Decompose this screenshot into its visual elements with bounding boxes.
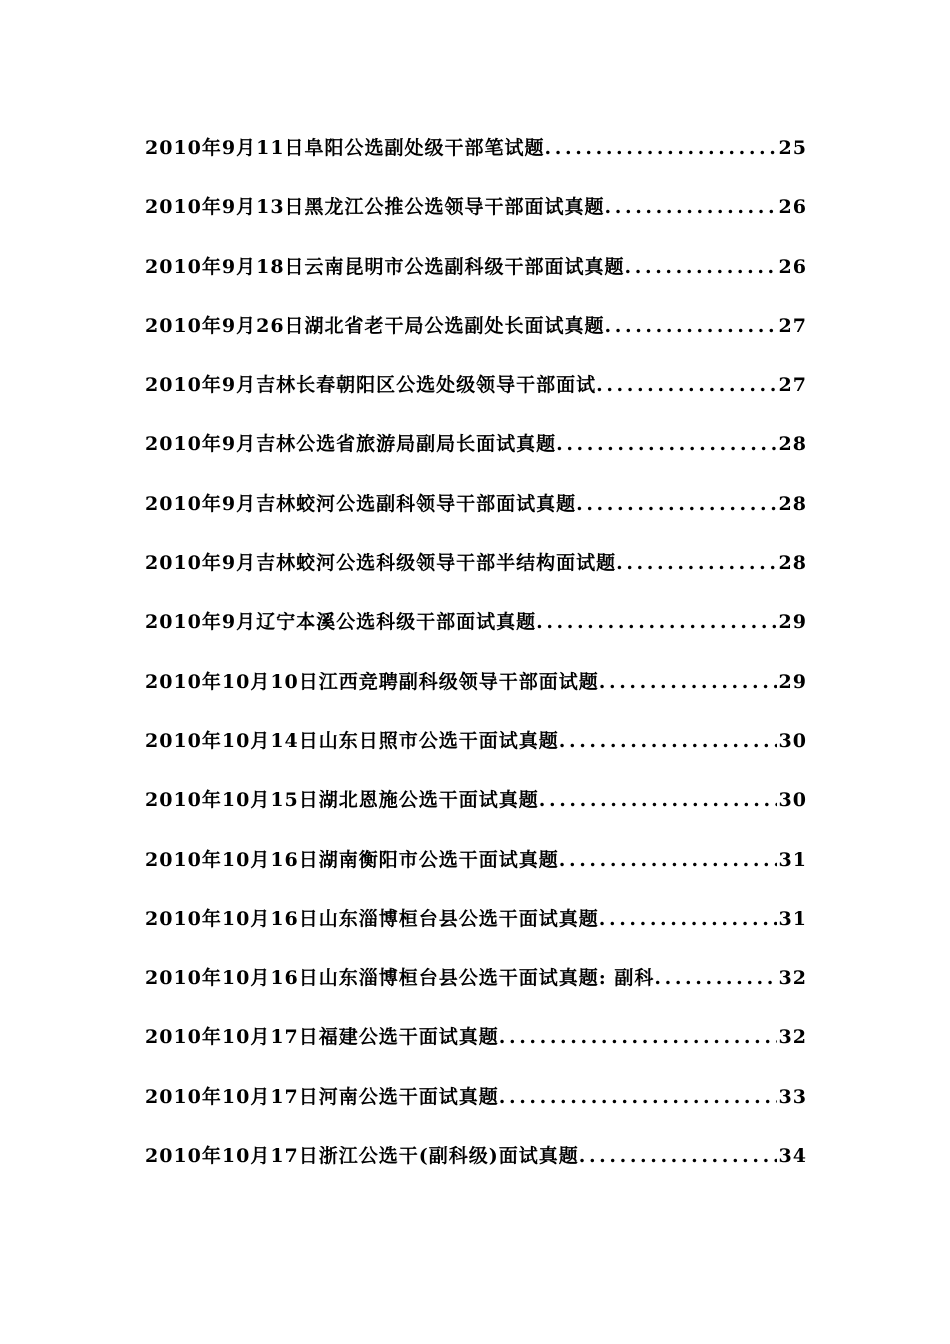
toc-entry-page: 30 [778, 789, 807, 812]
toc-entry[interactable] [145, 1082, 807, 1141]
toc-entry-title: 2010年10月16日湖南衡阳市公选干面试真题 [145, 848, 559, 871]
toc-entry-page: 28 [778, 552, 807, 575]
toc-entry[interactable] [145, 1022, 807, 1081]
toc-entry-title: 2010年10月17日浙江公选干(副科级)面试真题 [145, 1145, 579, 1168]
toc-entry-page: 29 [778, 611, 807, 634]
toc-dot-leader [605, 315, 777, 337]
toc-entry-page: 31 [778, 848, 807, 871]
toc-entry-title: 2010年10月16日山东淄博桓台县公选干面试真题: 副科 [145, 967, 655, 990]
table-of-contents [145, 133, 807, 1200]
toc-entry[interactable] [145, 252, 807, 311]
toc-entry[interactable] [145, 904, 807, 963]
toc-dot-leader [499, 1086, 777, 1108]
toc-entry-title: 2010年9月13日黑龙江公推公选领导干部面试真题 [145, 196, 605, 219]
toc-entry[interactable] [145, 1141, 807, 1200]
toc-entry-title: 2010年9月18日云南昆明市公选副科级干部面试真题 [145, 255, 625, 278]
toc-dot-leader [599, 908, 777, 930]
toc-entry-page: 25 [778, 137, 807, 159]
toc-dot-leader [596, 374, 776, 396]
toc-dot-leader [579, 1145, 777, 1167]
toc-entry[interactable] [145, 607, 807, 666]
toc-entry[interactable] [145, 489, 807, 548]
toc-entry[interactable] [145, 667, 807, 726]
toc-entry-page: 32 [778, 967, 807, 990]
toc-entry-page: 26 [778, 196, 807, 219]
toc-entry-title: 2010年10月14日山东日照市公选干面试真题 [145, 729, 559, 752]
toc-dot-leader [536, 611, 776, 633]
toc-dot-leader [559, 730, 777, 752]
toc-dot-leader [559, 849, 777, 871]
toc-dot-leader [545, 137, 777, 159]
toc-entry-page: 34 [778, 1145, 807, 1168]
toc-entry-page: 28 [778, 433, 807, 456]
toc-entry-page: 27 [778, 314, 807, 337]
toc-entry-title: 2010年10月17日福建公选干面试真题 [145, 1026, 499, 1049]
toc-entry[interactable] [145, 548, 807, 607]
toc-dot-leader [599, 671, 777, 693]
toc-entry[interactable] [145, 726, 807, 785]
toc-entry-page: 26 [778, 255, 807, 278]
toc-entry-title: 2010年9月吉林蛟河公选科级领导干部半结构面试题 [145, 552, 617, 575]
toc-dot-leader [576, 493, 776, 515]
toc-dot-leader [556, 433, 776, 455]
toc-entry-title: 2010年10月16日山东淄博桓台县公选干面试真题 [145, 907, 599, 930]
toc-dot-leader [539, 789, 777, 811]
toc-entry-title: 2010年9月11日阜阳公选副处级干部笔试题 [145, 137, 545, 159]
toc-entry[interactable] [145, 192, 807, 251]
toc-entry-page: 30 [778, 729, 807, 752]
toc-dot-leader [625, 256, 777, 278]
toc-entry-title: 2010年10月15日湖北恩施公选干面试真题 [145, 789, 539, 812]
toc-entry[interactable] [145, 311, 807, 370]
toc-entry[interactable] [145, 429, 807, 488]
toc-entry[interactable] [145, 963, 807, 1022]
toc-entry-title: 2010年9月吉林公选省旅游局副局长面试真题 [145, 433, 557, 456]
toc-entry-title: 2010年9月吉林长春朝阳区公选处级领导干部面试 [145, 374, 597, 397]
toc-entry-page: 27 [778, 374, 807, 397]
toc-entry[interactable] [145, 785, 807, 844]
toc-entry[interactable] [145, 845, 807, 904]
toc-entry-title: 2010年10月10日江西竞聘副科级领导干部面试题 [145, 670, 599, 693]
toc-entry-page: 32 [778, 1026, 807, 1049]
toc-dot-leader [499, 1026, 777, 1048]
toc-dot-leader [605, 196, 777, 218]
toc-entry[interactable] [145, 370, 807, 429]
toc-entry-page: 29 [778, 670, 807, 693]
toc-entry[interactable] [145, 133, 807, 192]
toc-entry-title: 2010年9月辽宁本溪公选科级干部面试真题 [145, 611, 537, 634]
toc-entry-page: 28 [778, 492, 807, 515]
toc-entry-title: 2010年10月17日河南公选干面试真题 [145, 1085, 499, 1108]
toc-dot-leader [654, 967, 776, 989]
toc-entry-title: 2010年9月26日湖北省老干局公选副处长面试真题 [145, 314, 605, 337]
toc-dot-leader [616, 552, 776, 574]
toc-entry-page: 33 [778, 1085, 807, 1108]
toc-entry-title: 2010年9月吉林蛟河公选副科领导干部面试真题 [145, 492, 577, 515]
toc-entry-page: 31 [778, 907, 807, 930]
